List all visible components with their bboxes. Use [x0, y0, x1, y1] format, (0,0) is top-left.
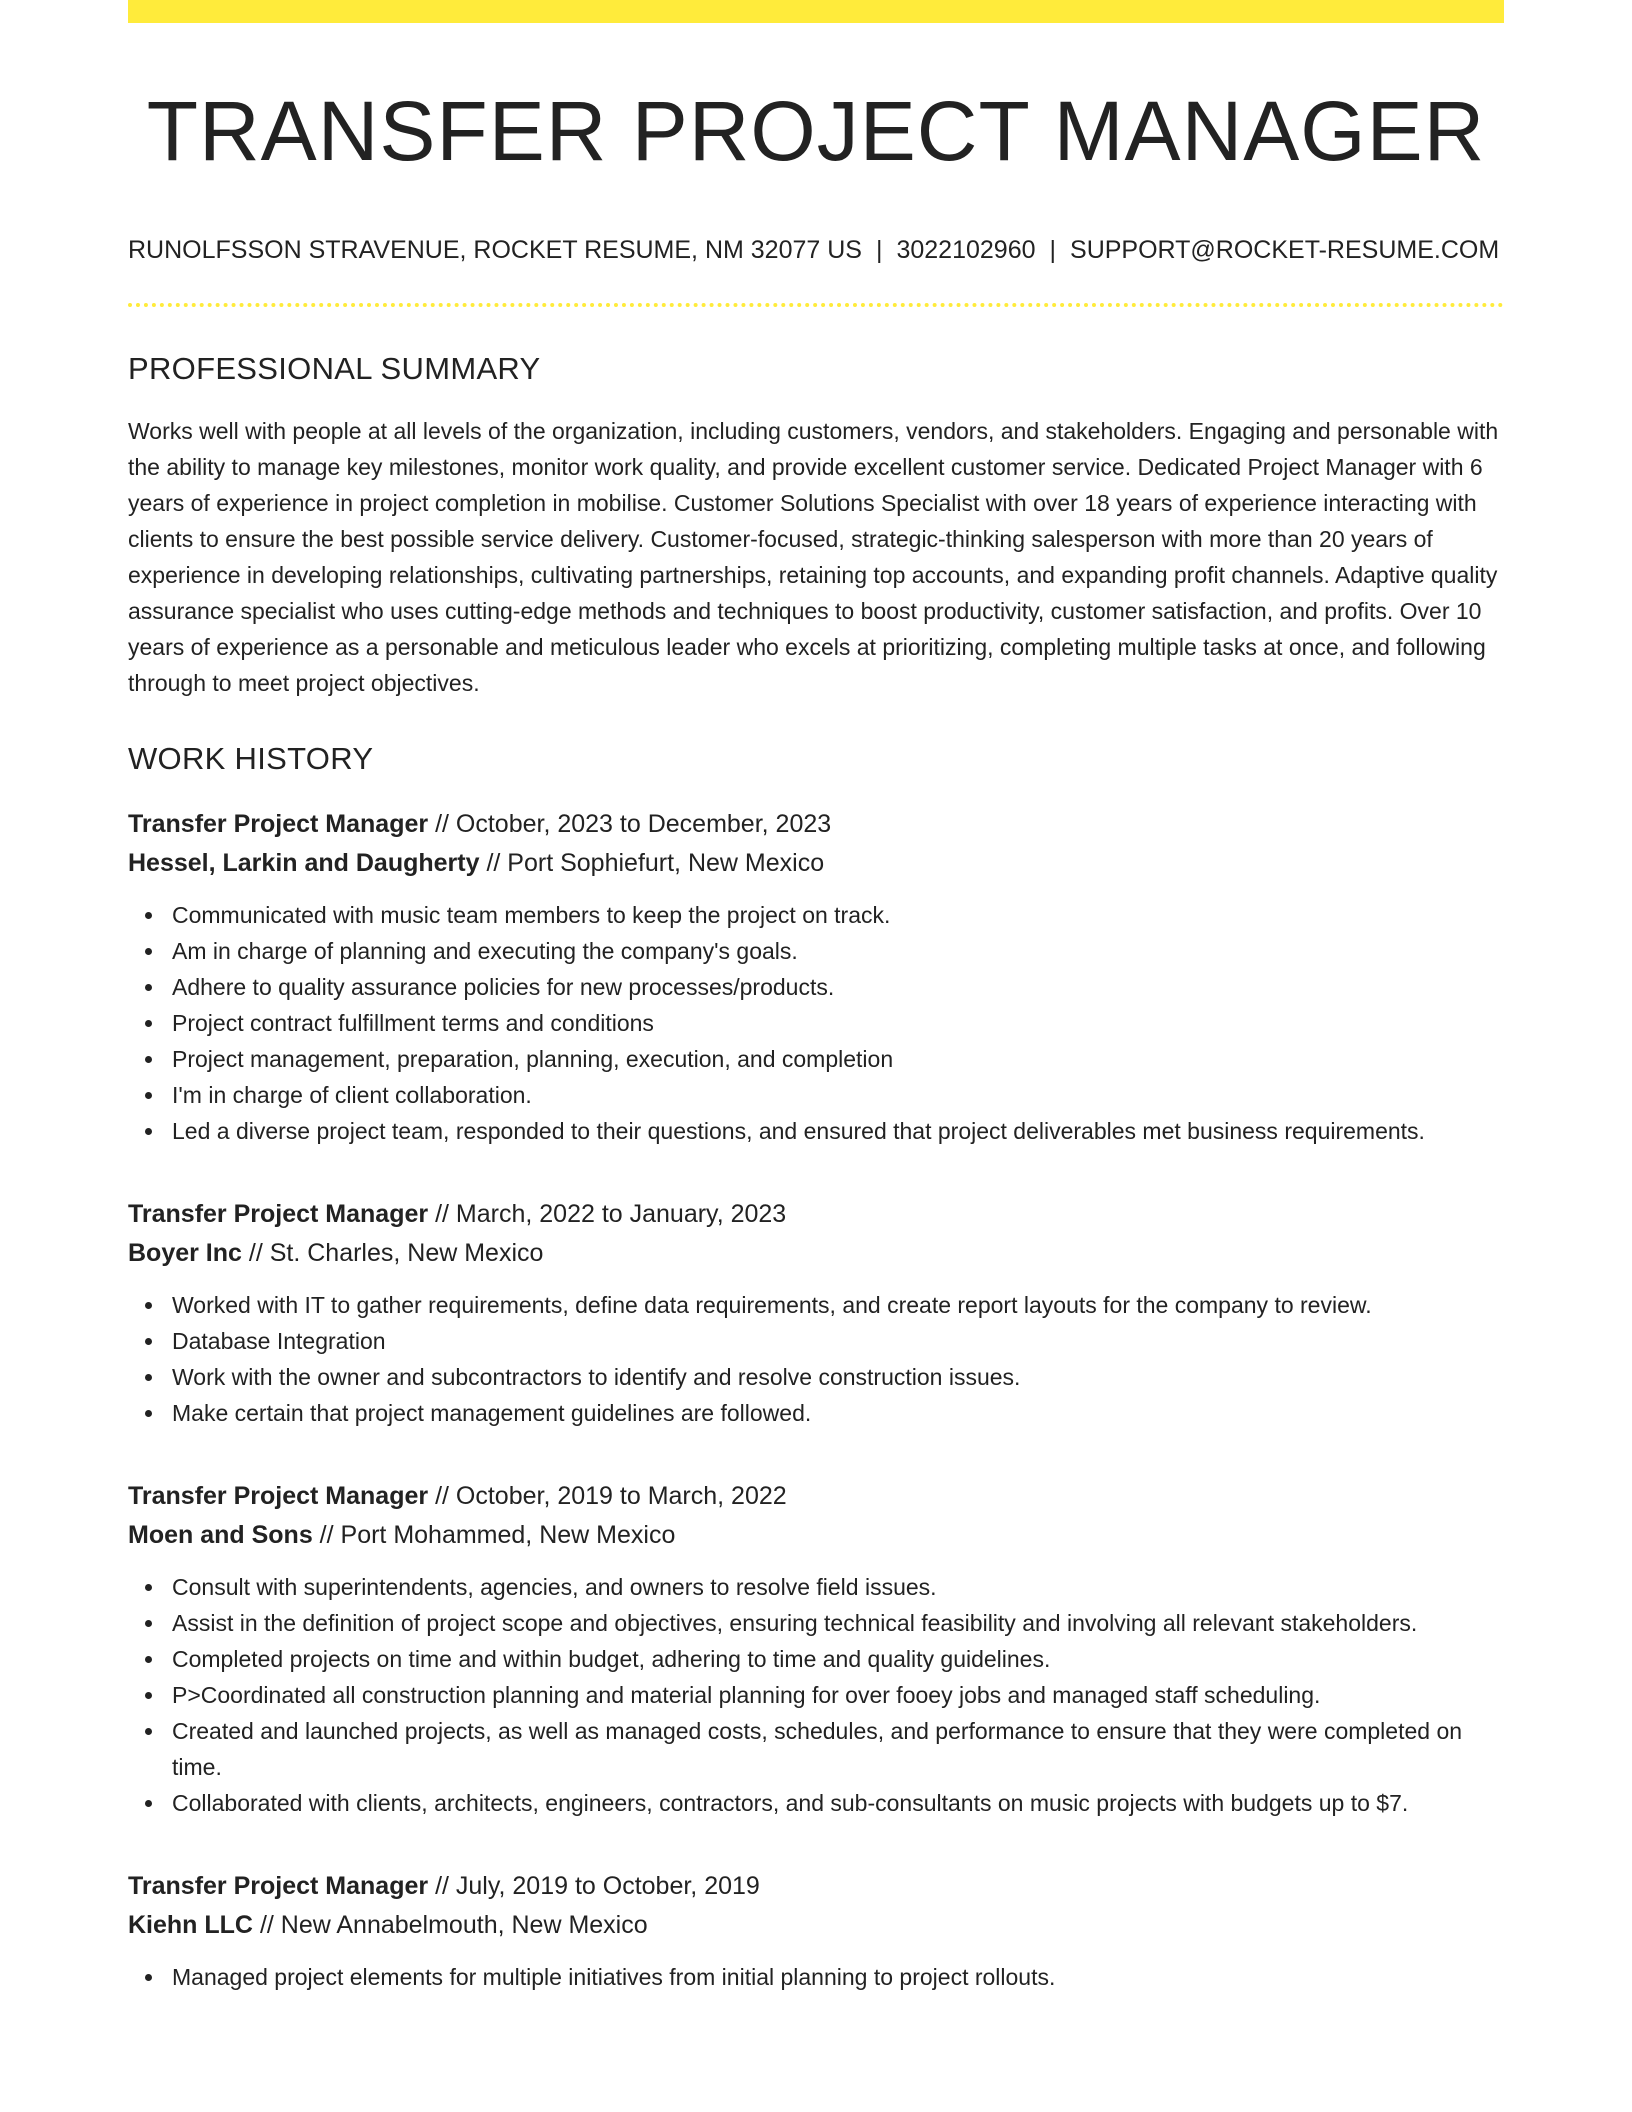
job-role: Transfer Project Manager: [128, 1872, 429, 1901]
contact-email: SUPPORT@ROCKET-RESUME.COM: [1070, 236, 1500, 265]
job-bullet-list: [128, 1287, 1504, 1431]
work-history-list: [128, 805, 1504, 1995]
job-bullet-item: Adhere to quality assurance policies for new processes/products.: [172, 969, 1504, 1005]
work-history-section-title: WORK HISTORY: [128, 741, 374, 777]
resume-page: [128, 0, 1504, 1995]
job-bullet-item: Assist in the definition of project scope and objectives, ensuring technical feasibility and involving all relevant stakeholders.: [172, 1605, 1504, 1641]
job-bullet-item: I'm in charge of client collaboration.: [172, 1077, 1504, 1113]
job-company: Hessel, Larkin and Daugherty: [128, 849, 480, 878]
job-company-line: [128, 1906, 1504, 1945]
job-bullet-item: Completed projects on time and within budget, adhering to time and quality guidelines.: [172, 1641, 1504, 1677]
job-title-line: [128, 1867, 1504, 1906]
contact-address: RUNOLFSSON STRAVENUE, ROCKET RESUME, NM 32077 US: [128, 236, 862, 265]
job-bullet-item: Am in charge of planning and executing the company's goals.: [172, 933, 1504, 969]
job-company-line: [128, 1516, 1504, 1555]
job-bullet-list: [128, 1959, 1504, 1995]
job-bullet-item: Created and launched projects, as well as managed costs, schedules, and performance to ensure that they were completed on time.: [172, 1713, 1504, 1785]
job-bullet-item: Worked with IT to gather requirements, define data requirements, and create report layouts for the company to review.: [172, 1287, 1504, 1323]
job-bullet-item: Consult with superintendents, agencies, and owners to resolve field issues.: [172, 1569, 1504, 1605]
job-bullet-item: Project management, preparation, planning, execution, and completion: [172, 1041, 1504, 1077]
job-bullet-item: P>Coordinated all construction planning and material planning for over fooey jobs and managed staff scheduling.: [172, 1677, 1504, 1713]
job-bullet-item: Managed project elements for multiple initiatives from initial planning to project rollouts.: [172, 1959, 1504, 1995]
job-dates: // March, 2022 to January, 2023: [428, 1200, 787, 1229]
job-entry: [128, 1867, 1504, 1995]
job-role: Transfer Project Manager: [128, 1200, 429, 1229]
job-location: // New Annabelmouth, New Mexico: [253, 1911, 648, 1940]
job-role: Transfer Project Manager: [128, 810, 429, 839]
job-entry: [128, 805, 1504, 1149]
job-company-line: [128, 844, 1504, 883]
job-company-line: [128, 1234, 1504, 1273]
job-dates: // July, 2019 to October, 2019: [428, 1872, 760, 1901]
job-location: // Port Sophiefurt, New Mexico: [479, 849, 825, 878]
job-company: Moen and Sons: [128, 1521, 313, 1550]
job-bullet-list: [128, 897, 1504, 1149]
job-entry: [128, 1195, 1504, 1431]
job-entry: [128, 1477, 1504, 1821]
summary-section-title: PROFESSIONAL SUMMARY: [128, 351, 541, 387]
contact-separator: |: [875, 236, 883, 265]
job-bullet-list: [128, 1569, 1504, 1821]
job-company: Boyer Inc: [128, 1239, 242, 1268]
job-bullet-item: Database Integration: [172, 1323, 1504, 1359]
job-bullet-item: Work with the owner and subcontractors to identify and resolve construction issues.: [172, 1359, 1504, 1395]
job-company: Kiehn LLC: [128, 1911, 253, 1940]
job-dates: // October, 2023 to December, 2023: [428, 810, 832, 839]
contact-line: [128, 235, 1504, 265]
job-title-line: [128, 1477, 1504, 1516]
job-bullet-item: Make certain that project management guidelines are followed.: [172, 1395, 1504, 1431]
job-title-line: [128, 805, 1504, 844]
job-location: // St. Charles, New Mexico: [241, 1239, 544, 1268]
accent-top-bar: [128, 0, 1504, 23]
job-bullet-item: Project contract fulfillment terms and conditions: [172, 1005, 1504, 1041]
contact-separator: |: [1049, 236, 1057, 265]
resume-name-heading: TRANSFER PROJECT MANAGER: [146, 84, 1486, 178]
summary-paragraph: Works well with people at all levels of the organization, including customers, vendors, and stakeholders. Engaging and personable with the ability to manage key milestones, monitor work quality, and provide excellent customer service. Dedicated Project Manager with 6 years of experience in project completion in mobilise. Customer Solutions Specialist with over 18 years of experience interacting with clients to ensure the best possible service delivery. Customer-focused, strategic-thinking salesperson with more than 20 years of experience in developing relationships, cultivating partnerships, retaining top accounts, and expanding profit channels. Adaptive quality assurance specialist who uses cutting-edge methods and techniques to boost productivity, customer satisfaction, and profits. Over 10 years of experience as a personable and meticulous leader who excels at prioritizing, completing multiple tasks at once, and following through to meet project objectives.: [128, 418, 1499, 697]
job-role: Transfer Project Manager: [128, 1482, 429, 1511]
job-bullet-item: Collaborated with clients, architects, engineers, contractors, and sub-consultants on music projects with budgets up to $7.: [172, 1785, 1504, 1821]
contact-phone: 3022102960: [896, 236, 1036, 265]
job-dates: // October, 2019 to March, 2022: [428, 1482, 787, 1511]
job-location: // Port Mohammed, New Mexico: [312, 1521, 676, 1550]
job-bullet-item: Communicated with music team members to keep the project on track.: [172, 897, 1504, 933]
dotted-divider: [128, 303, 1504, 307]
job-title-line: [128, 1195, 1504, 1234]
job-bullet-item: Led a diverse project team, responded to their questions, and ensured that project deliverables met business requirements.: [172, 1113, 1504, 1149]
